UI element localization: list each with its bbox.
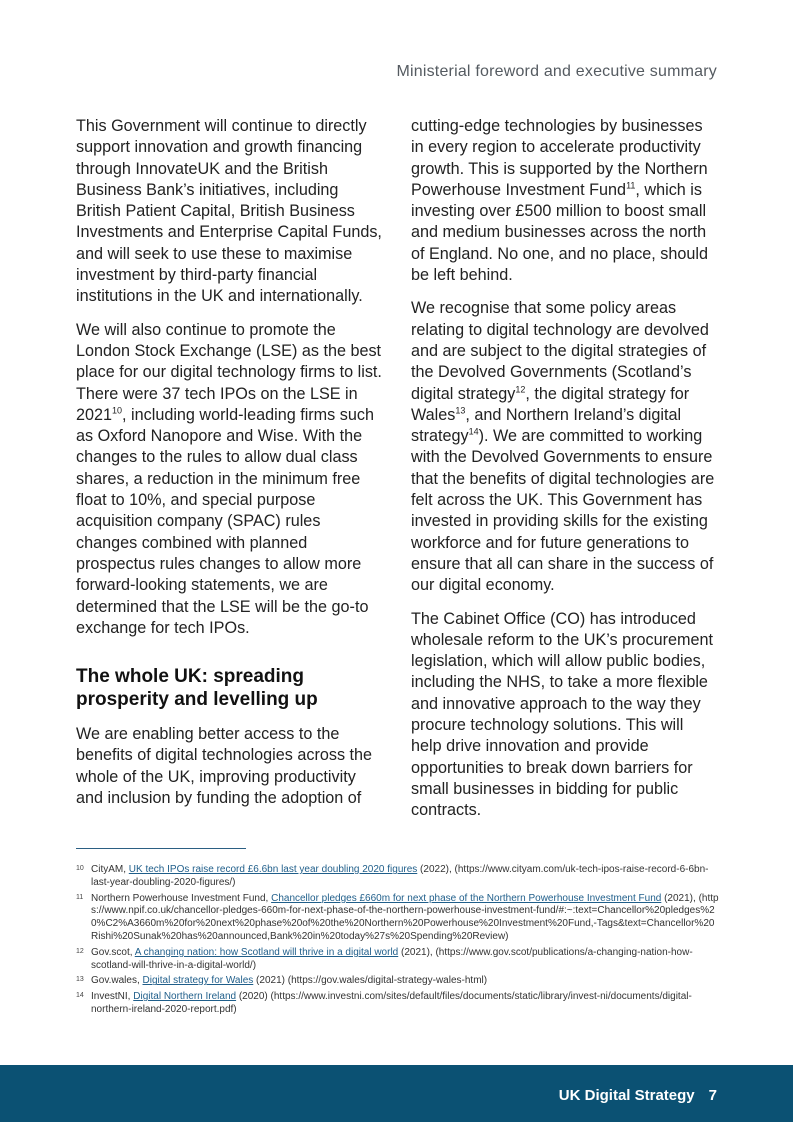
paragraph-npif: [411, 116, 717, 286]
footnote-number: 13: [76, 976, 84, 984]
paragraph-text: We will also continue to promote the London Stock Exchange (LSE) as the best place for our digital technology firms to list. There were 37 tech IPOs on the LSE in 2021: [76, 320, 382, 424]
footnote-ref-12[interactable]: 12: [515, 384, 526, 395]
footnote-ref-11[interactable]: 11: [626, 180, 636, 191]
footnote-body: [91, 975, 720, 988]
footnote-link[interactable]: A changing nation: how Scotland will thrive in a digital world: [134, 946, 399, 958]
footnote-11: [76, 893, 720, 944]
left-column: [76, 116, 382, 821]
footnote-url: (2022), (https://www.cityam.com/uk-tech-ipos-raise-record-6-6bn-last-year-doubling-2020-figures/): [91, 864, 709, 888]
page-footer: [0, 1065, 793, 1122]
footnote-number: 11: [76, 893, 84, 901]
paragraph-procurement: The Cabinet Office (CO) has introduced wholesale reform to the UK’s procurement legislation, which will allow public bodies, including the NHS, to take a more flexible and innovative approach to the way they procure technology solutions. This will help drive innovation and provide opportunities to break down barriers for small businesses in bidding for public contracts.: [411, 609, 714, 820]
footnote-ref-10[interactable]: 10: [112, 405, 123, 416]
footnote-source: CityAM,: [91, 864, 129, 875]
footnote-url: (2020) (https://www.investni.com/sites/default/files/documents/static/library/invest-ni/documents/digital-northern-ireland-2020-report.pdf): [91, 991, 692, 1015]
footnote-source: Northern Powerhouse Investment Fund,: [91, 892, 272, 904]
running-header: Ministerial foreword and executive summary: [396, 63, 717, 80]
paragraph-text: We recognise that some policy areas relating to digital technology are devolved and are subject to the digital strategies of the Devolved Governments (Scotland’s digital strategy: [411, 299, 709, 403]
footnote-body: [91, 947, 720, 973]
footnote-url: (2021) (https://gov.wales/digital-strategy-wales-html): [253, 975, 488, 987]
footnote-12: [76, 947, 720, 973]
footnote-divider: [76, 848, 246, 849]
footnote-body: [91, 893, 720, 944]
footnote-10: [76, 864, 720, 890]
right-column: [411, 116, 717, 834]
paragraph-text: cutting-edge technologies by businesses in every region to accelerate productivity growth. This is supported by the Northern Powerhouse Investment Fund: [411, 117, 708, 199]
footnote-link[interactable]: Digital Northern Ireland: [133, 991, 237, 1003]
footnotes: [76, 864, 720, 1020]
paragraph-text: ). We are committed to working with the Devolved Governments to ensure that the benefits of digital technologies are felt across the UK. This Government has invested in providing skills for the existing workforce and for future generations to ensure that all can share in the success of our digital economy.: [411, 427, 715, 595]
footnote-source: Gov.wales,: [91, 975, 143, 987]
footer-text: [559, 1087, 717, 1104]
footnote-ref-14[interactable]: 14: [468, 426, 479, 437]
paragraph-text: , which is investing over £500 million to boost small and medium businesses across the north of England. No one, and no place, should be left behind.: [411, 180, 708, 285]
footnote-13: [76, 975, 720, 988]
paragraph-text: , the digital strategy for Wales: [411, 384, 690, 424]
footnote-url: (2021), (https://www.npif.co.uk/chancellor-pledges-660m-for-next-phase-of-the-northern-powerhouse-investment-fund/#:~:text=Chancellor%20pledges%20%C2%A3660m%20for%20next%20phase%20of%20the%20Northern%20Powerhouse%20Investment%20Fund,-Tags&text=Chancellor%20Rishi%20Sunak%20has%20announced,Bank%20in%20today%27s%20Spending%20Review): [91, 892, 719, 942]
footnote-number: 10: [76, 865, 84, 872]
paragraph-devolved: [411, 298, 717, 596]
paragraph-text: , and Northern Ireland’s digital strategy: [411, 405, 682, 446]
document-title: UK Digital Strategy: [558, 1087, 695, 1104]
paragraph-financing: This Government will continue to directly support innovation and growth financing through InnovateUK and the British Business Bank’s initiatives, including British Patient Capital, British Business Investments and Enterprise Capital Funds, and will seek to use these to maximise investment by third-party financial institutions in the UK and internationally.: [76, 117, 382, 306]
footnote-14: [76, 991, 720, 1017]
footnote-body: [91, 864, 720, 890]
footnote-link[interactable]: UK tech IPOs raise record £6.6bn last year doubling 2020 figures: [128, 864, 418, 875]
footnote-number: 14: [76, 992, 84, 1000]
footnote-number: 12: [76, 947, 84, 955]
paragraph-text: , including world-leading firms such as Oxford Nanopore and Wise. With the changes to the rules to allow dual class shares, a reduction in the minimum free float to 10%, and special purpose acquisition company (SPAC) rules changes combined with planned prospectus rules changes to allow more forward-looking statements, we are determined that the LSE will be the go-to exchange for tech IPOs.: [76, 405, 374, 637]
paragraph-lse: [76, 320, 382, 639]
footnote-source: Gov.scot,: [91, 946, 135, 958]
page-number: 7: [708, 1087, 717, 1104]
paragraph-access: We are enabling better access to the benefits of digital technologies across the whole of the UK, improving productivity and inclusion by funding the adoption of: [76, 725, 373, 808]
section-heading: The whole UK: spreading prosperity and levelling up: [76, 666, 318, 711]
footnote-link[interactable]: Digital strategy for Wales: [142, 975, 254, 987]
footnote-link[interactable]: Chancellor pledges £660m for next phase of the Northern Powerhouse Investment Fund: [271, 892, 662, 904]
footnote-ref-13[interactable]: 13: [455, 405, 466, 416]
footnote-url: (2021), (https://www.gov.scot/publications/a-changing-nation-how-scotland-will-thrive-in-a-digital-world/): [91, 946, 693, 971]
footnote-source: InvestNI,: [91, 991, 134, 1003]
footnote-body: [91, 991, 720, 1017]
